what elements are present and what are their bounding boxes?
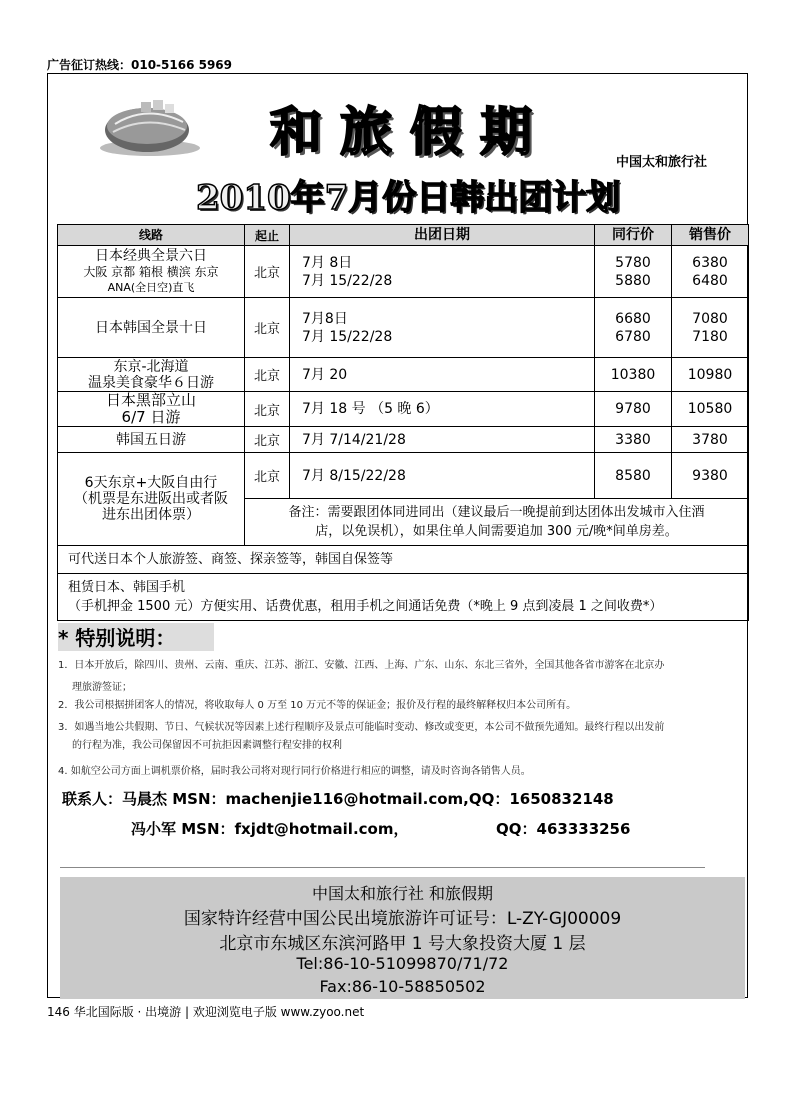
trade-price-cell: [595, 298, 672, 358]
price: 6480: [692, 272, 728, 289]
remark-cell: [245, 499, 749, 546]
date-line: 7月 15/22/28: [302, 328, 393, 345]
phone-line: （手机押金 1500 元）方便实用、话费优惠，租用手机之间通话免费（*晚上 9 点到凌晨 1 之间收费*）: [68, 599, 663, 614]
plan-title: 2010年7月份日韩出团计划: [196, 178, 621, 218]
price: 6680: [615, 310, 651, 327]
route-cell: [58, 358, 245, 392]
tour-table: [57, 224, 749, 621]
globe-logo-icon: [95, 100, 205, 160]
remark-line: 店，以免误机），如果住单人间需要追加 300 元/晚*间单房差。: [315, 524, 678, 539]
visa-row: [58, 546, 749, 574]
table-header-row: [58, 225, 749, 246]
trade-price-cell: 9780: [595, 392, 672, 427]
col-sale-price: 销售价: [672, 225, 749, 246]
route-line: 大阪 京都 箱根 横滨 东京: [83, 264, 219, 279]
special-note: 3．如遇当地公共假期、节日、气候状况等因素上述行程顺序及景点可能临时变动、修改或变更，本公司不做预先通知。最终行程以出发前: [58, 722, 665, 733]
visa-info: 可代送日本个人旅游签、商签、探亲签等，韩国自保签等: [58, 546, 749, 574]
sale-price-cell: [672, 298, 749, 358]
page-footer: 146 华北国际版 · 出境游 | 欢迎浏览电子版 www.zyoo.net: [47, 1005, 365, 1019]
route-line: （机票是东进阪出或者阪: [74, 491, 228, 507]
table-row: [58, 358, 749, 392]
col-trade-price: 同行价: [595, 225, 672, 246]
date-line: 7月8日: [302, 310, 348, 327]
departure-cell: 北京: [245, 358, 290, 392]
table-row: [58, 453, 749, 499]
route-cell: [58, 298, 245, 358]
dates-cell: 7月 18 号 （5 晚 6）: [290, 392, 595, 427]
sale-price-cell: [672, 246, 749, 298]
route-line: ANA(全日空)直飞: [107, 280, 195, 294]
route-line: 日本韩国全景十日: [95, 319, 207, 336]
ad-hotline: 广告征订热线：010-5166 5969: [47, 58, 233, 72]
sale-price-cell: 10980: [672, 358, 749, 392]
table-row: [58, 298, 749, 358]
col-dates: 出团日期: [290, 225, 595, 246]
special-notes-title: * 特别说明：: [58, 626, 176, 650]
remark-line: 备注：需要跟团体同进同出（建议最后一晚提前到达团体出发城市入住酒: [288, 505, 705, 520]
footer-line: Tel:86-10-51099870/71/72: [296, 954, 509, 973]
col-departure: 起止: [245, 225, 290, 246]
footer-line: 国家特许经营中国公民出境旅游许可证号：L-ZY-GJ00009: [183, 909, 622, 929]
route-cell: 韩国五日游: [58, 427, 245, 453]
table-row: [58, 392, 749, 427]
route-line: 6天东京+大阪自由行: [84, 475, 218, 491]
divider: [60, 867, 705, 868]
table-row: [58, 246, 749, 298]
departure-cell: 北京: [245, 298, 290, 358]
footer-line: 北京市东城区东滨河路甲 1 号大象投资大厦 1 层: [219, 934, 586, 954]
price: 7080: [692, 310, 728, 327]
departure-cell: 北京: [245, 453, 290, 499]
dates-cell: 7月 20: [290, 358, 595, 392]
date-line: 7月 8日: [302, 254, 353, 271]
route-line: 温泉美食豪华６日游: [88, 374, 214, 391]
contact-line-1: 联系人：马晨杰 MSN：machenjie116@hotmail.com,QQ：1650832148: [62, 790, 614, 808]
dates-cell: [290, 298, 595, 358]
special-note: 的行程为准，我公司保留因不可抗拒因素调整行程安排的权利: [72, 740, 342, 751]
special-note: 2．我公司根据拼团客人的情况，将收取每人 0 万至 10 万元不等的保证金；报价及行程的最终解释权归本公司所有。: [58, 700, 577, 711]
price: 7180: [692, 328, 728, 345]
sale-price-cell: 10580: [672, 392, 749, 427]
departure-cell: 北京: [245, 392, 290, 427]
trade-price-cell: 10380: [595, 358, 672, 392]
footer-line: 中国太和旅行社 和旅假期: [311, 884, 494, 903]
dates-cell: 7月 7/14/21/28: [290, 427, 595, 453]
company-name: 中国太和旅行社: [616, 155, 708, 170]
trade-price-cell: [595, 246, 672, 298]
date-line: 7月 15/22/28: [302, 272, 393, 289]
route-cell: [58, 453, 245, 546]
special-note: 1．日本开放后，除四川、贵州、云南、重庆、江苏、浙江、安徽、江西、上海、广东、山东、东北三省外，全国其他各省市游客在北京办: [58, 660, 665, 671]
trade-price-cell: 3380: [595, 427, 672, 453]
route-line: 6/7 日游: [121, 408, 181, 426]
footer-line: Fax:86-10-58850502: [319, 977, 486, 996]
route-cell: [58, 392, 245, 427]
price: 6780: [615, 328, 651, 345]
price: 5780: [615, 254, 651, 271]
dates-cell: 7月 8/15/22/28: [290, 453, 595, 499]
special-note: 理旅游签证；: [72, 682, 132, 693]
special-note: 4. 如航空公司方面上调机票价格，届时我公司将对现行同行价格进行相应的调整，请及时咨询各销售人员。: [58, 766, 531, 777]
dates-cell: [290, 246, 595, 298]
price: 5880: [615, 272, 651, 289]
trade-price-cell: 8580: [595, 453, 672, 499]
brand-title: 和旅假期: [270, 102, 551, 163]
phone-line: 租赁日本、韩国手机: [68, 580, 186, 595]
route-line: 日本经典全景六日: [95, 247, 207, 264]
route-line: 进东出团体票）: [102, 507, 200, 523]
route-cell: [58, 246, 245, 298]
contact-line-2: 冯小军 MSN：fxjdt@hotmail.com，: [131, 820, 409, 838]
sale-price-cell: 3780: [672, 427, 749, 453]
route-line: 日本黑部立山: [105, 391, 196, 409]
table-row: [58, 427, 749, 453]
phone-row: [58, 574, 749, 621]
col-route: 线路: [58, 225, 245, 246]
price: 6380: [692, 254, 728, 271]
phone-rental-info: [58, 574, 749, 621]
route-line: 东京-北海道: [113, 358, 189, 375]
departure-cell: 北京: [245, 427, 290, 453]
contact-line-2-qq: QQ：463333256: [496, 820, 631, 838]
departure-cell: 北京: [245, 246, 290, 298]
sale-price-cell: 9380: [672, 453, 749, 499]
